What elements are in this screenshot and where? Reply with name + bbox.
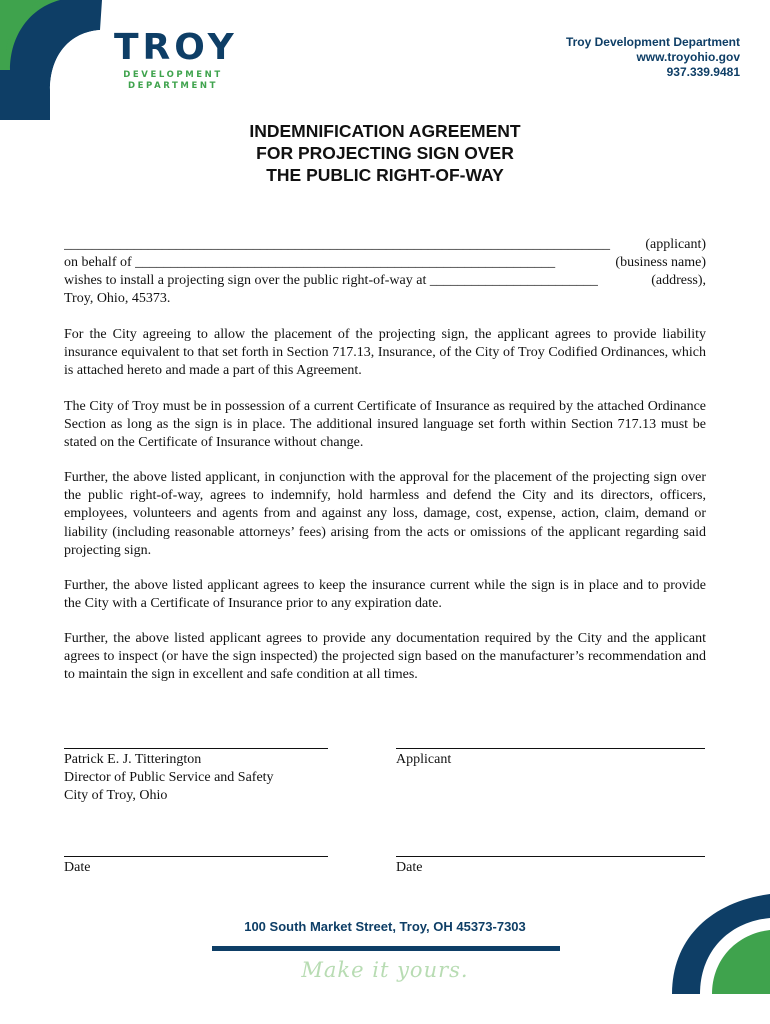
business-name-prefix: on behalf of (64, 255, 136, 270)
business-name-line (64, 254, 706, 272)
logo-name: TROY (114, 27, 238, 68)
paragraph-indemnify: Further, the above listed applicant, in conjunction with the approval for the placement of the projecting sign over the public right-of-way, agrees to indemnify, hold harmless and defend the City and its directors, officers, employees, volunteers and agents from and against any loss, damage, cost, expense, action, claim, demand or liability (including reasonable attorneys’ fees) arising from the acts or omissions of the applicant regarding said projecting sign. (64, 470, 706, 558)
address-prefix: wishes to install a projecting sign over the public right-of-way at (64, 273, 430, 288)
applicant-date-label: Date (396, 860, 423, 875)
director-signature-line[interactable] (64, 748, 328, 749)
paragraph-certificate: The City of Troy must be in possession of a current Certificate of Insurance as required by the attached Ordinance Section as long as the sign is in place. The additional insured language set forth within Section 717.13 must be stated on the Certificate of Insurance without change. (64, 399, 706, 451)
business-name-blank[interactable]: ____________________________________________________________ (135, 255, 556, 270)
document-title (0, 120, 770, 186)
paragraph-keep-current: Further, the above listed applicant agrees to keep the insurance current while the sign is in place and to provide the City with a Certificate of Insurance prior to any expiration date. (64, 578, 706, 612)
director-date-line[interactable] (64, 856, 328, 857)
applicant-line (64, 236, 706, 254)
director-name: Patrick E. J. Titterington (64, 752, 202, 767)
director-date-block (64, 856, 328, 877)
troy-logo-mark-icon (0, 0, 110, 120)
troy-logo-wordmark (114, 27, 238, 92)
director-signature-block (64, 748, 328, 805)
contact-phone: 937.339.9481 (666, 65, 740, 79)
address-blank[interactable]: ________________________ (429, 273, 598, 288)
address-label: (address), (651, 273, 706, 288)
contact-website: www.troyohio.gov (636, 50, 740, 64)
applicant-label: (applicant) (645, 237, 706, 252)
title-line1: INDEMNIFICATION AGREEMENT (249, 121, 521, 141)
director-title: Director of Public Service and Safety (64, 770, 274, 785)
footer-divider (212, 946, 560, 951)
logo-subtitle (114, 70, 232, 92)
contact-block (566, 35, 740, 80)
business-name-label: (business name) (615, 255, 706, 270)
troy-corner-mark-icon (660, 894, 770, 994)
applicant-signature-label: Applicant (396, 752, 452, 767)
applicant-fill-in-block (64, 236, 706, 308)
director-org: City of Troy, Ohio (64, 788, 168, 803)
footer-address: 100 South Market Street, Troy, OH 45373-7303 (244, 919, 526, 934)
title-line2: FOR PROJECTING SIGN OVER (256, 143, 514, 163)
title-line3: THE PUBLIC RIGHT-OF-WAY (266, 165, 504, 185)
applicant-date-line[interactable] (396, 856, 705, 857)
city-line: Troy, Ohio, 45373. (64, 291, 171, 306)
applicant-signature-line[interactable] (396, 748, 705, 749)
paragraph-inspection: Further, the above listed applicant agrees to provide any documentation required by the City and the applicant agrees to inspect (or have the sign inspected) the projected sign based on the manufacturer’s recommendation and to maintain the sign in excellent and safe condition at all times. (64, 631, 706, 683)
address-line (64, 272, 706, 290)
applicant-date-block (396, 856, 705, 877)
logo-subtitle-line2: DEPARTMENT (127, 81, 219, 91)
contact-department: Troy Development Department (565, 35, 740, 49)
footer-tagline: Make it yours. (301, 958, 469, 982)
paragraph-insurance: For the City agreeing to allow the placement of the projecting sign, the applicant agrees to provide liability insurance equivalent to that set forth in Section 717.13, Insurance, of the City of Troy Codified Ordinances, which is attached hereto and made a part of this Agreement. (64, 327, 706, 379)
applicant-blank[interactable]: ______________________________________________________________________________ (64, 237, 610, 252)
applicant-signature-block (396, 748, 705, 769)
director-date-label: Date (64, 860, 91, 875)
logo-subtitle-line1: DEVELOPMENT (123, 70, 223, 80)
